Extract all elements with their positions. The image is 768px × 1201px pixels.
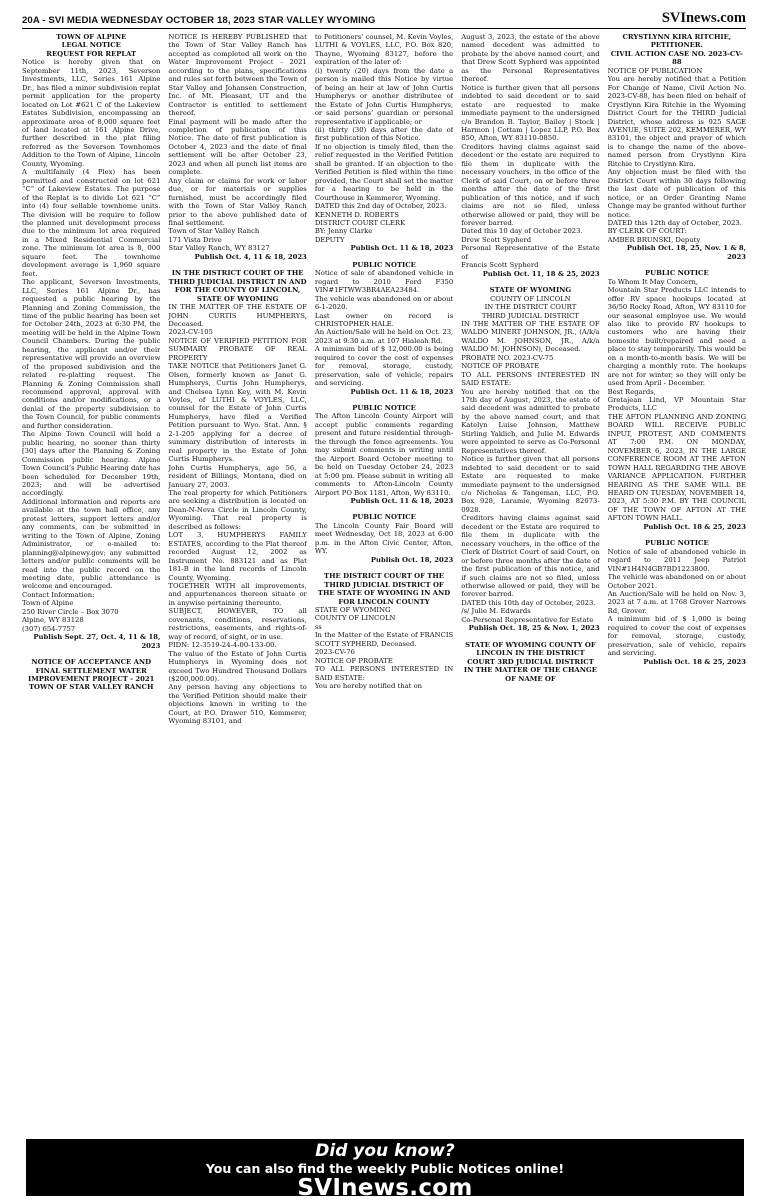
notice-paragraph: NOTICE OF PUBLICATION — [607, 66, 703, 75]
promo-banner — [26, 1139, 744, 1201]
publish-dates: Publish Oct. 11, 18 & 25, 2023 — [482, 269, 600, 278]
notice-paragraph: Star Valley Ranch, WY 83127 — [168, 244, 270, 253]
notice-paragraph: Notice is further given that all persons indebted to said decedent or to said estate are requested to make immediate payment to the undersigned c/o Brandon B. Taylor, Bailey | Stock | Harmon | Cottam | Lopez LLP, P.O. Box 850, Afton, WY 83110-0850. — [461, 83, 600, 143]
notice-paragraph: THE AFTON PLANNING AND ZONING BOARD WILL RECEIVE PUBLIC INPUT, PROTEST, AND COMMENTS AT 7:00 P.M. ON MONDAY, NOVEMBER 6, 2023, IN THE LARGE CONFERENCE ROOM AT THE AFTON TOWN HALL REGARDING THE ABOVE VARIANCE APPLICATION. FURTHER HEARING AS THE SAME WILL BE HEARD ON TUESDAY, NOVEMBER 14, 2023, AT 5:30 P.M. BY THE COUNCIL OF THE TOWN OF AFTON AT THE AFTON TOWN HALL. — [607, 412, 747, 523]
notice-paragraph: to Petitioners’ counsel, M. Kevin Voyles, LUTHI & VOYLES, LLC, P.O. Box 820, Thayne, Wyoming 83127, before the expiration of the later of: — [314, 33, 454, 67]
notice-paragraph: Any objection must be filed with the District Court within 30 days following the last date of publication of this notice, or an Order Granting Name Change may be granted without further notice. — [607, 168, 747, 219]
notice-paragraph: Creditors having claims against said decedent or the estate are required to file them in duplicate with the necessary vouchers, in the office of the Clerk of said Court, on or before three months after the date of the first publication of this notice, and if such claims are not so filed, unless otherwise allowed or paid, they will be forever barred. — [461, 142, 600, 227]
notice-paragraph: Town of Alpine — [22, 599, 74, 608]
notice-paragraph: You are hereby notified that a Petition For Change of Name, Civil Action No. 2023-CV-88, has been filed on behalf of Crystlynn Kira Ritchie in the Wyoming District Court for the THIRD Judicial District, whose address is 925 SAGE AVENUE, SUITE 202, KEMMERER, WY 83101, the object and prayer of which is to change the name of the above-named person from Crystlynn Kira Ritchie to Crystlynn Kira. — [607, 75, 747, 168]
banner-subline: You can also find the weekly Public Notices online! — [205, 1161, 565, 1176]
notice-paragraph: The value of the Estate of John Curtis Humpherys in Wyoming does not exceed Two Hundred Thousand Dollars ($200,000.00). — [168, 649, 307, 683]
notice-paragraph: AMBER BRUNSKI, Deputy — [607, 235, 701, 244]
publish-dates: Publish Oct. 18, 25, Nov. 1 & 8, 2023 — [626, 244, 747, 261]
notice-paragraph: STATE OF WYOMING — [314, 606, 391, 614]
notice-paragraph: Additional information and reports are available at the town hall office, any protest letters, support letters and/or any comments, can be submitted in writing to the Town of Alpine, Zoning Administrator, or e-mailed to: planning@alpinewy.gov; any submitted letters and/or public comments will be read into the public record on the meeting date, public attendance is welcome and encouraged. — [22, 497, 161, 591]
notice-heading: REQUEST FOR REPLAT — [46, 49, 137, 58]
notice-paragraph: (ii) thirty (30) days after the date of first publication of this Notice. — [314, 125, 454, 143]
notice-paragraph: August 3, 2023, the estate of the above named decedent was admitted to probate by the above named court, and that Drew Scott Sypherd was appointed as the Personal Representatives thereof. — [461, 33, 600, 84]
notice-paragraph: The Afton Lincoln County Airport will accept public comments regarding present and future residential through-the through the fence agreements. You may submit comments in writing until the Airport Board October meeting to be held on Tuesday October 24, 2023 at 5:00 pm. Please submit in writing all comments to Afton-Lincoln County Airport PO Box 1181, Afton, Wy 83110. — [314, 412, 454, 497]
notice-heading: CRYSTLYNN KIRA RITCHIE, PETITIONER. — [622, 33, 732, 50]
publish-dates: Publish Oct. 11 & 18, 2023 — [350, 387, 454, 396]
notice-separator — [608, 261, 746, 269]
notice-paragraph: 2023-CV-105 — [168, 328, 213, 337]
notice-paragraph: TOGETHER WITH all improvements, and appurtenances thereon situate or in anywise pertaining thereunto. — [168, 582, 307, 607]
notice-paragraph: If no objection is timely filed, then the relief requested in the Verified Petition shall be granted. If an objection to the Verified Petition is filed within the time provided, the Court shall set the matter for a hearing to be held in the Courthouse in Kemmerer, Wyoming. — [314, 142, 454, 202]
notice-paragraph: TO ALL PERSONS INTERESTED IN SAID ESTATE: — [314, 665, 454, 682]
notice-paragraph: Best Regards, — [607, 387, 656, 396]
notice-separator — [608, 531, 746, 539]
notice-paragraph: IN THE MATTER OF THE ESTATE OF WALDO MINERT JOHNSON, JR., (A/k/a WALDO M. JOHNSON, JR., A/k/a WALDO M. JOHNSON), Deceased. — [461, 319, 600, 354]
notice-paragraph: ss — [314, 622, 322, 631]
notice-paragraph: Co-Personal Representative for Estate — [461, 615, 594, 624]
notice-heading: TOWN OF ALPINE — [56, 33, 127, 41]
notice-paragraph: 250 River Circle – Box 3070 — [22, 607, 119, 616]
notice-paragraph: NOTICE OF VERIFIED PETITION FOR SUMMARY PROBATE OF REAL PROPERTY — [168, 336, 307, 362]
notice-paragraph: Town of Star Valley Ranch — [168, 227, 260, 236]
notice-heading: PUBLIC NOTICE — [352, 404, 416, 413]
notice-separator — [461, 278, 599, 286]
notice-heading: THE DISTRICT COURT OF THE THIRD JUDICIAL DISTRICT OF THE STATE OF WYOMING IN AND FOR LINCOLN COUNTY — [317, 572, 451, 606]
notice-paragraph: The vehicle was abandoned on or about 6-1-2020. — [314, 294, 454, 312]
notice-paragraph: Any claim or claims for work or labor due, or for materials or supplies furnished, must be accordingly filed with the Town of Star Valley Ranch prior to the above published date of final settlement. — [168, 176, 307, 227]
notice-paragraph: TAKE NOTICE that Petitioners Janet G. Olsen, formerly known as Janet G. Humpherys, Curtis John Humpherys, and Chelsea Lynn Key, with M. Kevin Voyles, of LUTHI & VOYLES, LLC, counsel for the Estate of John Curtis Humpherys, have filed a Verified Petition pursuant to Wyo. Stat. Ann. § 2-1-205 applying for a decree of summary distribution of interests in real property in the Estate of John Curtis Humpherys. — [168, 362, 307, 464]
notice-paragraph: The applicant, Severson Investments, LLC, Series 161 Alpine Dr., has requested a public hearing by the Planning and Zoning Commission, the time of the public hearing has been set for October 24th, 2023 at 6:30 PM, the meeting will be held in the Alpine Town Council Chambers. During the public hearing, the applicant and/or their representative will provide an overview of the proposed subdivision and the related re-platting request. The Planning & Zoning Commission shall recommend approval, approval with conditions and/or modifications, or a denial of the property subdivision to the Town Council, for public comments and further consideration. — [22, 278, 161, 430]
page-header — [22, 0, 746, 29]
notice-paragraph: Creditors having claims against said decedent or the Estate are required to file them in duplicate with the necessary vouchers, in the office of the Clerk of District Court of said Court, on or before three months after the date of the first publication of this notice, and if such claims are not so filed, unless otherwise allowed or paid, they will be forever barred. — [461, 514, 600, 599]
notice-paragraph: Notice is hereby given that on September 11th, 2023, Severson Investments, LLC, Series 161 Alpine Dr., has filed a minor subdivision replat permit application for the property located on Lot #621 C of the Lakeview Estates Subdivision, encompassing an approximate area of 8,000 square feet of land located at 161 Alpine Drive, further described in the plat filing referred as the Severson Townhomes Addition to the Town of Alpine, Lincoln County, Wyoming. — [22, 58, 161, 168]
notice-paragraph: In the Matter of the Estate of FRANCIS SCOTT SYPHERD, Deceased. — [314, 631, 454, 648]
notice-paragraph: A multifamily (4 Plex) has been permitted and constructed on lot 621 “C” of Lakeview Estates. The purpose of the Replat is to divide Lot 621 “C” into (4) four sellable townhome units. The division will be require to follow the planned unit development process due to the minimum lot area required in a Mixed Residential Commercial zone. The minimum lot area is 8, 000 square feet. The townhome development average is 1,960 square feet. — [22, 168, 161, 278]
notice-paragraph: PIDN: 12-3519-24-4-00-133-00. — [168, 641, 277, 650]
notice-paragraph: PROBATE NO. 2023-CV-75 — [461, 353, 554, 362]
banner-website: SVInews.com — [297, 1175, 473, 1201]
notice-paragraph: KENNETH D. ROBERTS — [314, 210, 399, 219]
notice-separator — [315, 564, 453, 572]
notice-columns — [22, 33, 746, 1133]
notice-paragraph: BY CLERK OF COURT: — [607, 227, 687, 236]
notice-heading: PUBLIC NOTICE — [645, 539, 709, 548]
site-name: SVInews.com — [661, 10, 746, 26]
banner-headline: Did you know? — [315, 1141, 455, 1161]
notice-paragraph: Francis Scott Sypherd — [461, 261, 539, 270]
notice-heading: IN THE DISTRICT COURT OF THE THIRD JUDICIAL DISTRICT IN AND FOR THE COUNTY OF LINCOLN, STATE OF WYOMING — [168, 269, 307, 303]
notice-paragraph: DATED this 10th day of October, 2023. — [461, 598, 596, 607]
notice-paragraph: The vehicle was abandoned on or about October 2021. — [607, 573, 747, 590]
publish-dates: Publish Oct. 11 & 18, 2023 — [350, 244, 454, 253]
notice-heading: LEGAL NOTICE — [61, 41, 121, 50]
notice-separator — [315, 396, 453, 404]
notice-heading: NOTICE OF ACCEPTANCE AND FINAL SETTLEMENT WATER IMPROVEMENT PROJECT - 2021 TOWN OF STAR VALLEY RANCH — [28, 658, 155, 692]
column-5 — [608, 33, 746, 1133]
notice-separator — [168, 261, 306, 269]
column-3 — [315, 33, 453, 1133]
notice-paragraph: 2023-CV-76 — [314, 648, 355, 657]
folio-line: 20A - SVI MEDIA WEDNESDAY OCTOBER 18, 2023 STAR VALLEY WYOMING — [22, 15, 376, 26]
notice-subheading: IN THE DISTRICT COURT — [484, 303, 577, 312]
notice-paragraph: (307) 654-7757 — [22, 624, 76, 633]
notice-paragraph: 171 Vista Drive — [168, 235, 222, 244]
notice-paragraph: Alpine, WY 83128 — [22, 616, 84, 625]
notice-separator — [315, 253, 453, 261]
notice-paragraph: To Whom It May Concern, — [607, 277, 699, 286]
notice-paragraph: NOTICE OF PROBATE — [314, 656, 393, 665]
notice-paragraph: Gretajean Lind, VP Mountain Star Products, LLC — [607, 396, 747, 413]
notice-paragraph: Mountain Star Products LLC intends to offer RV space hookups located at 36/50 Rocky Road, Afton, WY 83110 for our seasonal employee use. We would also like to provide RV hookups to customers who are having their homesite built/repaired and need a place to stay temporarily. This would be on a month-to-month basis. We will be charging a monthly rate. The hookups are not for winter, so they will only be used from April - December. — [607, 286, 747, 388]
notice-paragraph: Any person having any objections to the Verified Petition should make their objections known in writing to the Court, at P.O. Drawer 510, Kemmerer, Wyoming 83101, and — [168, 683, 307, 726]
publish-dates: Publish Oct. 18, 2023 — [370, 555, 454, 564]
notice-paragraph: You are hereby notified that on — [314, 682, 423, 691]
publish-dates: Publish Oct. 11 & 18, 2023 — [350, 497, 454, 506]
notice-subheading: THIRD JUDICIAL DISTRICT — [481, 311, 579, 320]
notice-paragraph: Last owner on record is CHRISTOPHER HALE. — [314, 311, 454, 328]
notice-heading: STATE OF WYOMING COUNTY OF LINCOLN IN THE DISTRICT COURT 3RD JUDICIAL DISTRICT IN THE MATTER OF THE CHANGE OF NAME OF — [463, 640, 597, 683]
column-1 — [22, 33, 160, 1133]
notice-separator — [315, 505, 453, 513]
notice-paragraph: The Lincoln County Fair Board will meet Wednesday, Oct 18, 2023 at 6:00 p.m. in the Afton Civic Center, Afton, WY. — [314, 521, 454, 556]
notice-paragraph: A minimum bid of $ 1,000 is being required to cover the cost of expenses for removal, storage, custody, preservation, sale of vehicle, repairs and servicing. — [607, 615, 747, 658]
notice-paragraph: BY: Jenny Clarke — [314, 227, 373, 236]
notice-paragraph: IN THE MATTER OF THE ESTATE OF JOHN CURTIS HUMPHERYS, Deceased. — [168, 303, 307, 328]
notice-heading: PUBLIC NOTICE — [352, 513, 416, 522]
notice-heading: CIVIL ACTION CASE NO. 2023-CV-88 — [610, 49, 743, 67]
notice-separator — [461, 633, 599, 641]
notice-paragraph: Notice of sale of abandoned vehicle in regard to 2010 Ford F350 VIN#1FTWW3BR4AEA23484. — [314, 269, 454, 295]
notice-separator — [22, 650, 160, 658]
notice-paragraph: SUBJECT, HOWEVER, TO all covenants, conditions, reservations, restrictions, easements, and rights-of-way of record, of sight, or in use. — [168, 607, 307, 641]
notice-paragraph: Final payment will be made after the completion of publication of this Notice. The date of first publication is October 4, 2023 and the date of final settlement will be after October 23, 2023 and when all punch list items are complete. — [168, 117, 307, 177]
notice-paragraph: DISTRICT COURT CLERK — [314, 218, 406, 227]
publish-dates: Publish Sept. 27, Oct. 4, 11 & 18, 2023 — [33, 633, 161, 650]
notice-paragraph: An Auction/Sale will be held on Nov. 3, 2023 at 7 a.m. at 1768 Grover Narrows Rd, Grover. — [607, 590, 747, 615]
notice-paragraph: DATED this 12th day of October, 2023. — [607, 218, 742, 227]
notice-paragraph: LOT 3, HUMPHERYS FAMILY ESTATES, according to the Plat thereof recorded August 12, 2002 as Instrument No. 883121 and as Plat 181-B in the land records of Lincoln County, Wyoming. — [168, 531, 307, 582]
notice-paragraph: Notice of sale of abandoned vehicle in regard to 2011 Jeep Patriot VIN#1H4N4GB7BD1223800. — [607, 547, 747, 573]
publish-dates: Publish Oct. 18 & 25, 2023 — [643, 522, 747, 531]
notice-paragraph: A minimum bid of $ 12,000.00 is being required to cover the cost of expenses for removal, storage, custody, preservation, sale of vehicle, repairs and servicing. — [314, 345, 454, 388]
notice-paragraph: Drew Scott Sypherd — [461, 235, 532, 244]
notice-paragraph: DEPUTY — [314, 235, 345, 244]
notice-paragraph: (i) twenty (20) days from the date a person is mailed this Notice by virtue of being an heir at law of John Curtis Humpherys or another distributee of the Estate of John Curtis Humpherys, or said persons’ guardian or personal representative if applicable; or — [314, 66, 454, 126]
column-4 — [461, 33, 599, 1133]
notice-paragraph: /s/ Julie M. Edwards — [461, 607, 531, 616]
notice-paragraph: TO ALL PERSONS INTERESTED IN SAID ESTATE: — [461, 370, 600, 388]
notice-paragraph: DATED this 2nd day of October, 2023. — [314, 202, 447, 211]
publish-dates: Publish Oct. 18 & 25, 2023 — [643, 657, 747, 666]
notice-paragraph: Dated this 10 day of October 2023. — [461, 227, 583, 236]
publish-dates: Publish Oct. 18, 25 & Nov. 1, 2023 — [468, 624, 600, 633]
notice-paragraph: NOTICE IS HEREBY PUBLISHED that the Town of Star Valley Ranch has accepted as completed all work on the Water Improvement Project - 2021 according to the plans, specifications and rules set forth between the Town of Star Valley and Johansen Construction, Inc. of Mt. Pleasant, UT and the Contractor is entitled to settlement thereof. — [168, 33, 307, 118]
notice-heading: PUBLIC NOTICE — [352, 260, 416, 269]
notice-paragraph: Notice is further given that all persons indebted to said decedent or to said Estate are requested to make immediate payment to the undersigned c/o Nicholas & Tangeman, LLC, P.O. Box 928, Laramie, Wyoming 82073-0928. — [461, 455, 600, 514]
publish-dates: Publish Oct. 4, 11 & 18, 2023 — [194, 252, 307, 261]
notice-paragraph: You are hereby notified that on the 17th day of August, 2023, the estate of said decedent was admitted to probate by the above named court, and that Katelyn Luise Johnson, Matthew Stirling Yaklich, and Julie M. Edwards were appointed to serve as Co-Personal Representatives thereof. — [461, 387, 600, 455]
notice-paragraph: The real property for which Petitioners are seeking a distribution is located on Dean-N-Neva Circle in Lincoln County, Wyoming. That real property is described as follows: — [168, 489, 307, 531]
notice-paragraph: NOTICE OF PROBATE — [461, 362, 540, 371]
notice-paragraph: The Alpine Town Council will hold a public hearing, no sooner than thirty [30] days after the Planning & Zoning Commission public hearing. Alpine Town Council’s Public Hearing date has been scheduled for December 19th, 2023; and will be advertised accordingly. — [22, 430, 161, 498]
notice-paragraph: An Auction/Sale will be held on Oct. 23, 2023 at 9:30 a.m. at 107 Hialeah Rd. — [314, 328, 454, 345]
column-2 — [168, 33, 306, 1133]
notice-subheading: COUNTY OF LINCOLN — [490, 294, 571, 303]
notice-paragraph: Personal Representative of the Estate of — [461, 244, 600, 261]
notice-paragraph: John Curtis Humpherys, age 56, a resident of Billings, Montana, died on January 27, 2003. — [168, 463, 307, 489]
notice-paragraph: COUNTY OF LINCOLN — [314, 614, 396, 623]
notice-paragraph: Contact Information: — [22, 590, 95, 599]
notice-heading: PUBLIC NOTICE — [645, 269, 709, 278]
notice-heading: STATE OF WYOMING — [489, 286, 572, 295]
